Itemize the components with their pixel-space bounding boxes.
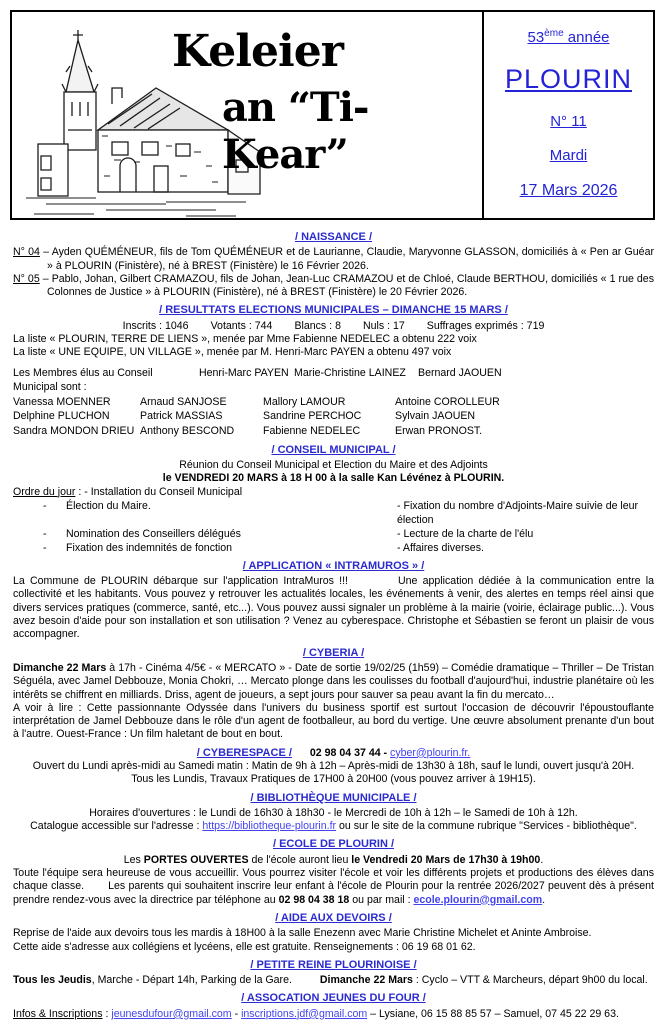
- open-doors-label: PORTES OUVERTES: [143, 853, 249, 866]
- member-name: Sandra MONDON DRIEU: [13, 425, 135, 438]
- issue-number: N° 11: [550, 112, 587, 130]
- member-name: Arnaud SANJOSE: [140, 395, 227, 408]
- election-list-result: La liste « UNE EQUIPE, UN VILLAGE », menée par M. Henri-Marc PAYEN a obtenu 497 voix: [13, 346, 452, 359]
- cyberespace-phone: 02 98 04 37 44 -: [309, 746, 391, 759]
- library-catalog-line: Catalogue accessible sur l'adresse : https://bibliotheque-plourin.fr ou sur le site de la commune rubrique "Services - bibliothèque".: [30, 820, 637, 833]
- agenda-item: - Lecture de la charte de l'élu: [397, 527, 534, 540]
- agenda-item: Fixation des indemnités de fonction: [66, 541, 233, 554]
- school-email-link[interactable]: ecole.plourin@gmail.com: [413, 893, 543, 906]
- cinema-date: Dimanche 22 Mars: [13, 661, 107, 674]
- cycling-club-line: Tous les Jeudis, Marche - Départ 14h, Parking de la Gare. Dimanche 22 Mars : Cyclo – VTT & Marcheurs, départ 9h00 du local.: [13, 974, 648, 987]
- library-hours: Horaires d'ouvertures : le Lundi de 16h30 à 18h30 - le Mercredi de 10h à 12h – le Samedi de 10h à 12h.: [89, 806, 578, 819]
- birth-entry-text: – Pablo, Johan, Gilbert CRAMAZOU, fils de Johan, Jean-Luc CRAMAZOU et de Chloé, Claude BERTHOU, domiciliés « 1 rue des Colonnes de Justice » à PLOURIN (Finistère), né à BREST (Finistère) le 20 Février 2026.: [39, 272, 654, 299]
- council-meeting-datetime: le VENDREDI 20 MARS à 18 H 00 à la salle Kan Lévénez à PLOURIN.: [162, 472, 505, 485]
- bullet-dash: -: [43, 499, 47, 512]
- member-name: Sylvain JAOUEN: [395, 410, 476, 423]
- contacts-label: Infos & Inscriptions: [13, 1007, 103, 1020]
- issue-weekday: Mardi: [549, 147, 588, 165]
- agenda-label: Ordre du jour: [13, 485, 76, 498]
- edition-year-word: année: [563, 29, 610, 46]
- section-heading-petite-reine: / PETITE REINE PLOURINOISE /: [250, 958, 417, 971]
- birth-entry: [13, 246, 654, 273]
- cyberespace-hours: Ouvert du Lundi après-midi au Samedi matin : Matin de 9h à 12h – Après-midi de 13h30 à 18h, sauf le lundi, ouvert jusqu'à 20H.: [32, 759, 635, 772]
- stat-inscrits: Inscrits : 1046: [122, 319, 189, 332]
- birth-entry-number: N° 05: [13, 272, 40, 285]
- cyberespace-workshop: Tous les Lundis, Travaux Pratiques de 17H00 à 20H00 (vous pouvez arriver à 19H15).: [131, 773, 536, 786]
- intramuros-paragraph: La Commune de PLOURIN débarque sur l'application IntraMuros !!! Une application dédiée à la communication entre la collectivité et les habitants. Vous pouvez y retrouver les actualités locales, les événements à venir, des alertes en temps réel ainsi que divers services pratiques (commerce, santé, etc...). Vous pouvez aussi signaler un problème à la mairie (voirie, éclairage public...). Vous avez besoin d'aide pour son installation et son utilisation ? Venez au cyberespace. Christophe et Sébastien se feront un plaisir de vous accompagner.: [13, 575, 654, 641]
- agenda-first-item: : - Installation du Conseil Municipal: [75, 485, 243, 498]
- section-heading-jeunes: / ASSOCATION JEUNES DU FOUR /: [241, 992, 426, 1005]
- newsletter-body: [13, 226, 654, 1021]
- member-name: Antoine COROLLEUR: [395, 395, 500, 408]
- agenda-item: - Affaires diverses.: [397, 541, 484, 554]
- birth-entry-text: – Ayden QUÉMÉNEUR, fils de Tom QUÉMÉNEUR et de Laurianne, Claudie, Maryvonne GLASSON, domiciliés à « Pen ar Guéar » à PLOURIN (Finistère), né à BREST (Finistère) le 16 Février 2026.: [39, 246, 654, 272]
- cyberespace-email-link[interactable]: cyber@plourin.fr.: [390, 746, 471, 759]
- agenda-row: [13, 527, 654, 541]
- school-phone: 02 98 04 38 18: [278, 893, 350, 906]
- masthead-left: [12, 12, 484, 218]
- section-heading-aide: / AIDE AUX DEVOIRS /: [275, 911, 392, 924]
- council-members-row: [13, 424, 654, 439]
- election-list-result: La liste « PLOURIN, TERRE DE LIENS », menée par Mme Fabienne NEDELEC a obtenu 222 voix: [13, 333, 477, 346]
- section-heading-naissance: / NAISSANCE /: [294, 231, 372, 243]
- section-heading-cyberespace: / CYBERESPACE /: [196, 746, 292, 759]
- member-name: Anthony BESCOND: [140, 425, 235, 438]
- birth-entry-number: N° 04: [13, 246, 40, 259]
- council-members-row: [13, 395, 654, 410]
- youth-inscriptions-email-link[interactable]: inscriptions.jdf@gmail.com: [241, 1007, 368, 1020]
- section-heading-intramuros: / APPLICATION « INTRAMUROS » /: [242, 559, 425, 572]
- section-heading-conseil: / CONSEIL MUNICIPAL /: [271, 443, 396, 456]
- council-members-row: [13, 409, 654, 424]
- election-stats-row: [13, 320, 654, 333]
- edition-year-number: 53: [527, 29, 545, 46]
- edition-year: [527, 28, 609, 46]
- section-heading-elections: / RESULTTATS ELECTIONS MUNICIPALES – DIMANCHE 15 MARS /: [159, 304, 508, 317]
- homework-help-info: Cette aide s'adresse aux collégiens et lycéens, elle est gratuite. Renseignements : 06 19 68 01 62.: [13, 940, 476, 953]
- section-heading-bibliotheque: / BIBLIOTHÈQUE MUNICIPALE /: [250, 791, 417, 804]
- issue-date: 17 Mars 2026: [519, 182, 618, 199]
- birth-entry: [13, 273, 654, 300]
- homework-help-line: Reprise de l'aide aux devoirs tous les mardis à 18H00 à la salle Enezenn avec Marie Christine Michelet et Aninte Ambroise.: [13, 927, 592, 940]
- member-name: Patrick MASSIAS: [140, 410, 223, 423]
- bullet-dash: -: [43, 541, 47, 554]
- section-heading-cyberia: / CYBERIA /: [302, 646, 365, 659]
- member-name: Mallory LAMOUR: [263, 395, 346, 408]
- member-name: Sandrine PERCHOC: [263, 410, 362, 423]
- stat-nuls: Nuls : 17: [362, 319, 405, 332]
- member-name: Bernard JAOUEN: [418, 366, 502, 379]
- member-name: Fabienne NEDELEC: [263, 425, 361, 438]
- youth-club-contacts: Infos & Inscriptions : jeunesdufour@gmail.com - inscriptions.jdf@gmail.com – Lysiane, 06 15 88 85 57 – Samuel, 07 45 22 29 63.: [13, 1007, 619, 1020]
- newsletter-title-line1: Keleier: [172, 26, 343, 77]
- ride-date: Dimanche 22 Mars: [319, 974, 413, 987]
- member-name: Delphine PLUCHON: [13, 410, 110, 423]
- agenda-row: [13, 541, 654, 555]
- agenda-intro: [13, 486, 654, 499]
- youth-email-link[interactable]: jeunesdufour@gmail.com: [111, 1007, 232, 1020]
- member-name: Marie-Christine LAINEZ: [294, 366, 406, 379]
- agenda-item: Nomination des Conseillers délégués: [66, 527, 241, 540]
- masthead-info: [484, 12, 653, 218]
- members-intro: Les Membres élus au Conseil Municipal sont :: [13, 366, 153, 394]
- library-catalog-link[interactable]: https://bibliotheque-plourin.fr: [202, 820, 337, 833]
- cyberespace-heading-line: [13, 747, 654, 760]
- edition-year-ordinal: ème: [544, 28, 564, 39]
- member-name: Vanessa MOENNER: [13, 395, 111, 408]
- stat-blancs: Blancs : 8: [294, 319, 341, 332]
- member-name: Henri-Marc PAYEN: [199, 366, 289, 379]
- agenda-row: [13, 499, 654, 527]
- member-name: Erwan PRONOST.: [395, 425, 483, 438]
- agenda-item: Élection du Maire.: [66, 499, 151, 512]
- stat-votants: Votants : 744: [210, 319, 273, 332]
- section-heading-ecole: / ECOLE DE PLOURIN /: [272, 838, 394, 851]
- open-doors-datetime: le Vendredi 20 Mars de 17h30 à 19h00: [351, 853, 541, 866]
- cinema-review-paragraph: A voir à lire : Cette passionnante Odyssée dans l'univers du business sportif est surtout l'occasion de découvrir l'époustouflante interprétation de Jamel Debbouze dans le rôle d'un agent de footballeur, au bord du vertige. Une œuvre absolument prenante d'un bout à l'autre. Ouest-France : Un film haletant de bout en bout.: [13, 701, 654, 741]
- school-open-doors-line: Les PORTES OUVERTES de l'école auront lieu le Vendredi 20 Mars de 17h30 à 19h00.: [123, 853, 544, 866]
- council-meeting-line: Réunion du Conseil Municipal et Election du Maire et des Adjoints: [179, 458, 488, 471]
- newsletter-title-line2: an “Ti-Kear”: [222, 84, 369, 178]
- town-name: PLOURIN: [504, 63, 633, 94]
- agenda-item: - Fixation du nombre d'Adjoints-Maire suivie de leur élection: [397, 499, 639, 526]
- masthead: [10, 10, 655, 220]
- council-members-row: [13, 366, 654, 395]
- school-paragraph: Toute l'équipe sera heureuse de vous accueillir. Vous pourrez visiter l'école et voir les différents projets et productions des élèves dans chaque classe. Les parents qui souhaitent inscrire leur enfant à l'école de Plourin pour la rentrée 2026/2027 peuvent dès à présent prendre rendez-vous avec la directrice par téléphone au 02 98 04 38 18 ou par mail : ecole.plourin@gmail.com.: [13, 867, 654, 906]
- stat-exprimes: Suffrages exprimés : 719: [426, 319, 545, 332]
- cinema-paragraph: Dimanche 22 Mars à 17h - Cinéma 4/5€ - « MERCATO » - Date de sortie 19/02/25 (1h59) – Comédie dramatique – Thriller – De Tristan Séguéla, avec Jamel Debbouze, Monia Chokri, … Mercato plonge dans les coulisses du football d'aujourd'hui, industrie planétaire où les intérêts se chiffrent en milliards. Driss, agent de joueurs, a sept jours pour sauver sa peau avant la fin du mercato…: [13, 661, 654, 701]
- walk-day: Tous les Jeudis: [13, 974, 92, 987]
- bullet-dash: -: [43, 527, 47, 540]
